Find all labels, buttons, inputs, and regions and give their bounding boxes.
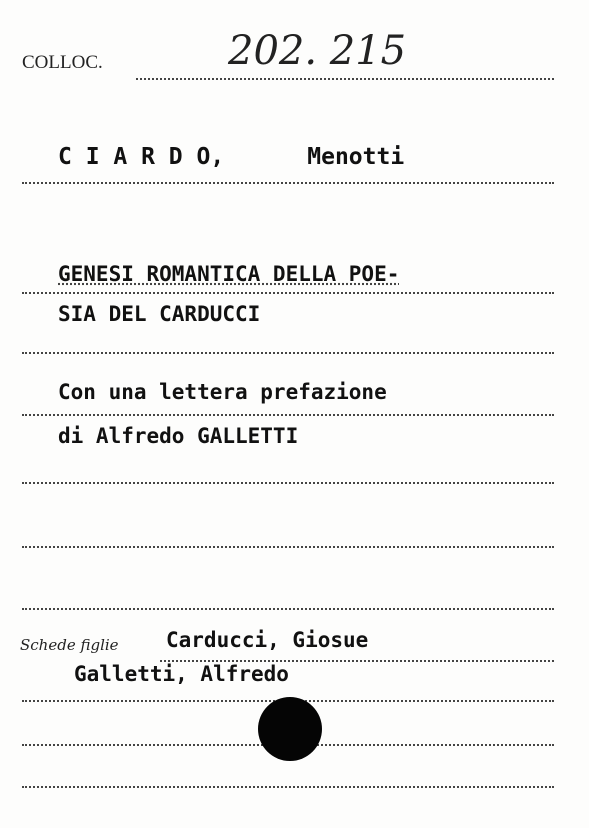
colloc-number: 202. 215 (228, 28, 407, 74)
colloc-label: COLLOC. (22, 52, 103, 73)
note-line-2: di Alfredo GALLETTI (58, 424, 299, 448)
dotted-line (22, 786, 554, 788)
title-line-1: GENESI ROMANTICA DELLA POE- (58, 262, 400, 286)
dotted-line (22, 482, 554, 484)
dotted-line (136, 78, 554, 80)
schede-line-2: Galletti, Alfredo (74, 662, 289, 686)
schede-line-1: Carducci, Giosue (166, 628, 369, 652)
dotted-line (22, 546, 554, 548)
note-line-1: Con una lettera prefazione (58, 380, 387, 404)
author-line: C I A R D O, Menotti (58, 144, 405, 170)
dotted-line (22, 608, 554, 610)
dotted-line (22, 292, 554, 294)
dotted-line (22, 352, 554, 354)
schede-label: Schede figlie (20, 636, 119, 654)
dotted-line (22, 182, 554, 184)
punch-hole (258, 697, 322, 761)
dotted-line (22, 414, 554, 416)
title-line-2: SIA DEL CARDUCCI (58, 302, 261, 326)
